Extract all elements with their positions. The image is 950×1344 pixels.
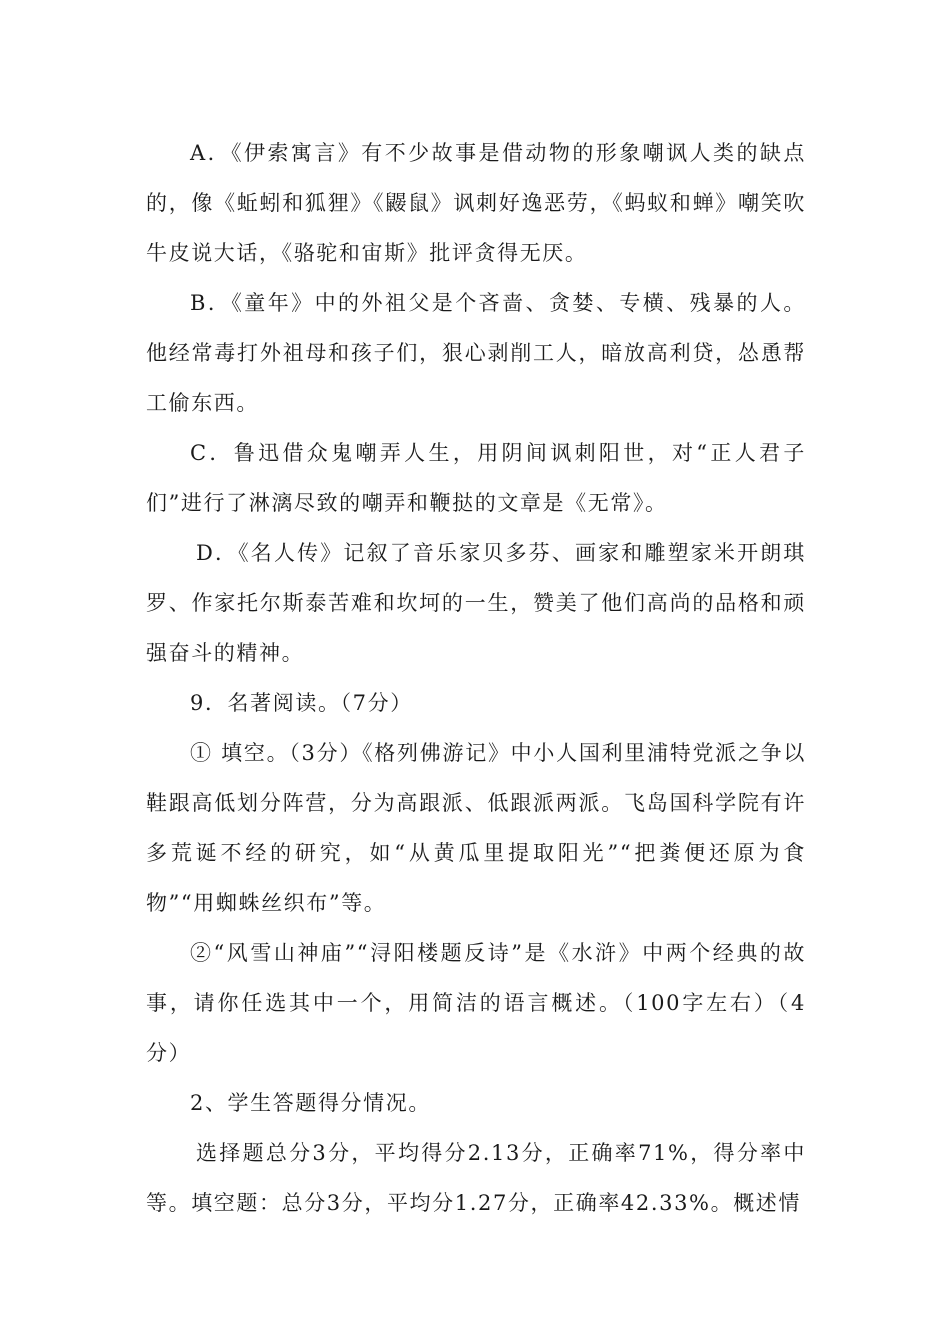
score-summary-paragraph: 选择题总分3分，平均得分2.13分，正确率71%，得分率中等。填空题：总分3分，平均分1.27分，正确率42.33%。概述情	[146, 1141, 806, 1215]
question-9-part-2: ②“风雪山神庙”“浔阳楼题反诗”是《水浒》中两个经典的故事，请你任选其中一个，用简洁的语言概述。（100字左右）（4分）	[146, 941, 806, 1065]
question-9-part-1: ① 填空。（3分）《格列佛游记》中小人国利里浦特党派之争以鞋跟高低划分阵营，分为高跟派、低跟派两派。飞岛国科学院有许多荒诞不经的研究，如“从黄瓜里提取阳光”“把粪便还原为食物”“用蜘蛛丝织布”等。	[146, 741, 806, 915]
option-c-paragraph: C．鲁迅借众鬼嘲弄人生，用阴间讽刺阳世，对“正人君子们”进行了淋漓尽致的嘲弄和鞭挞的文章是《无常》。	[146, 441, 806, 515]
question-9-heading: 9．名著阅读。（7分）	[190, 691, 413, 715]
option-d-paragraph: D．《名人传》记叙了音乐家贝多芬、画家和雕塑家米开朗琪罗、作家托尔斯泰苦难和坎坷的一生，赞美了他们高尚的品格和顽强奋斗的精神。	[146, 541, 806, 665]
option-a-paragraph: A．《伊索寓言》有不少故事是借动物的形象嘲讽人类的缺点的，像《蚯蚓和狐狸》《鼹鼠》讽刺好逸恶劳，《蚂蚁和蝉》嘲笑吹牛皮说大话，《骆驼和宙斯》批评贪得无厌。	[146, 141, 806, 265]
section-heading-scores: 2、学生答题得分情况。	[190, 1091, 431, 1115]
option-b-paragraph: B．《童年》中的外祖父是个吝啬、贪婪、专横、残暴的人。他经常毒打外祖母和孩子们，狠心剥削工人，暗放高利贷，怂恿帮工偷东西。	[146, 291, 806, 415]
document-body	[146, 128, 806, 1228]
